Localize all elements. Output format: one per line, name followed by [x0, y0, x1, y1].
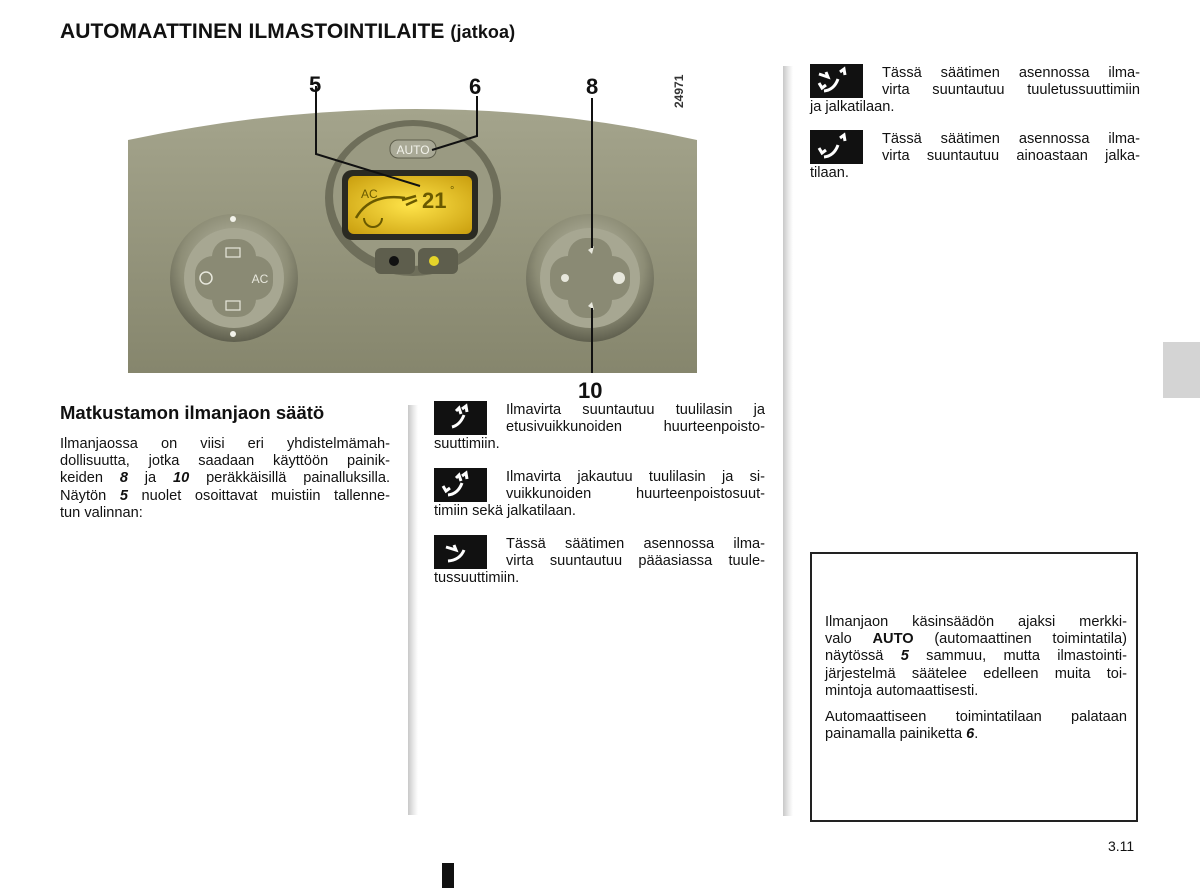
mode-3-text: Tässä säätimen asennossa ilma- virta suuntautuu pääasiassa tuule- tussuuttimiin. [434, 536, 765, 587]
callout-6: 6 [469, 74, 482, 99]
title-main: AUTOMAATTINEN ILMASTOINTILAITE [60, 20, 445, 43]
display-temperature: 21 [422, 188, 447, 213]
callout-5: 5 [309, 72, 322, 97]
auto-button-label: AUTO [396, 143, 430, 157]
mode-5-text: Tässä säätimen asennossa ilma- virta suuntautuu ainoastaan jalka- tilaan. [810, 131, 1140, 182]
indicator-button[interactable] [429, 256, 439, 266]
fan-low-icon [561, 274, 569, 282]
note-text: Ilmanjaon käsinsäädön ajaksi merkki- valo AUTO (automaattinen toimintatila) näytössä 5 sammuu, mutta ilmastointi- järjestelmä säätelee edelleen muita toi- mintoja automaattisesti. Automaattiseen toimintatilaan palataan painamalla painiketta 6. [825, 614, 1128, 743]
section-tab [1163, 342, 1200, 398]
left-knob-ac-label: AC [251, 272, 269, 286]
intro-line-4: Näytön 5 nuolet osoittavat muistiin tallenne- [60, 487, 391, 504]
mode-2-text: Ilmavirta jakautuu tuulilasin ja si- vuikkunoiden huurteenpoistosuut- timiin sekä jalkatilaan. [434, 469, 765, 520]
intro-line-5: tun valinnan: [60, 504, 143, 521]
column-divider-right [783, 66, 793, 816]
callout-10: 10 [578, 378, 603, 403]
page-number: 3.11 [1108, 838, 1135, 854]
climate-panel-figure [120, 68, 730, 400]
intro-paragraph [60, 436, 390, 522]
recirc-button[interactable] [389, 256, 399, 266]
page-title [60, 20, 515, 44]
figure-code: 24971 [672, 74, 686, 108]
svg-text:°: ° [450, 185, 455, 197]
intro-line-2: dollisuutta, jotka saadaan käyttöön painik- [60, 453, 390, 470]
mode-4-text: Tässä säätimen asennossa ilma- virta suuntautuu tuuletussuuttimiin ja jalkatilaan. [810, 65, 1140, 116]
fan-high-icon [613, 272, 625, 284]
intro-line-3: keiden 8 ja 10 peräkkäisillä painalluksilla. [60, 470, 391, 487]
display-ac-label: AC [361, 187, 378, 201]
bottom-marker [442, 863, 454, 888]
column-divider-left [408, 405, 418, 815]
note-box [810, 552, 1138, 822]
callout-8: 8 [586, 74, 599, 99]
intro-line-1: Ilmanjaossa on viisi eri yhdistelmämah- [60, 436, 390, 452]
mode-1-text: Ilmavirta suuntautuu tuulilasin ja etusivuikkunoiden huurteenpoisto- suuttimiin. [434, 402, 765, 453]
section-heading: Matkustamon ilmanjaon säätö [60, 402, 325, 423]
title-sub: (jatkoa) [450, 22, 516, 42]
